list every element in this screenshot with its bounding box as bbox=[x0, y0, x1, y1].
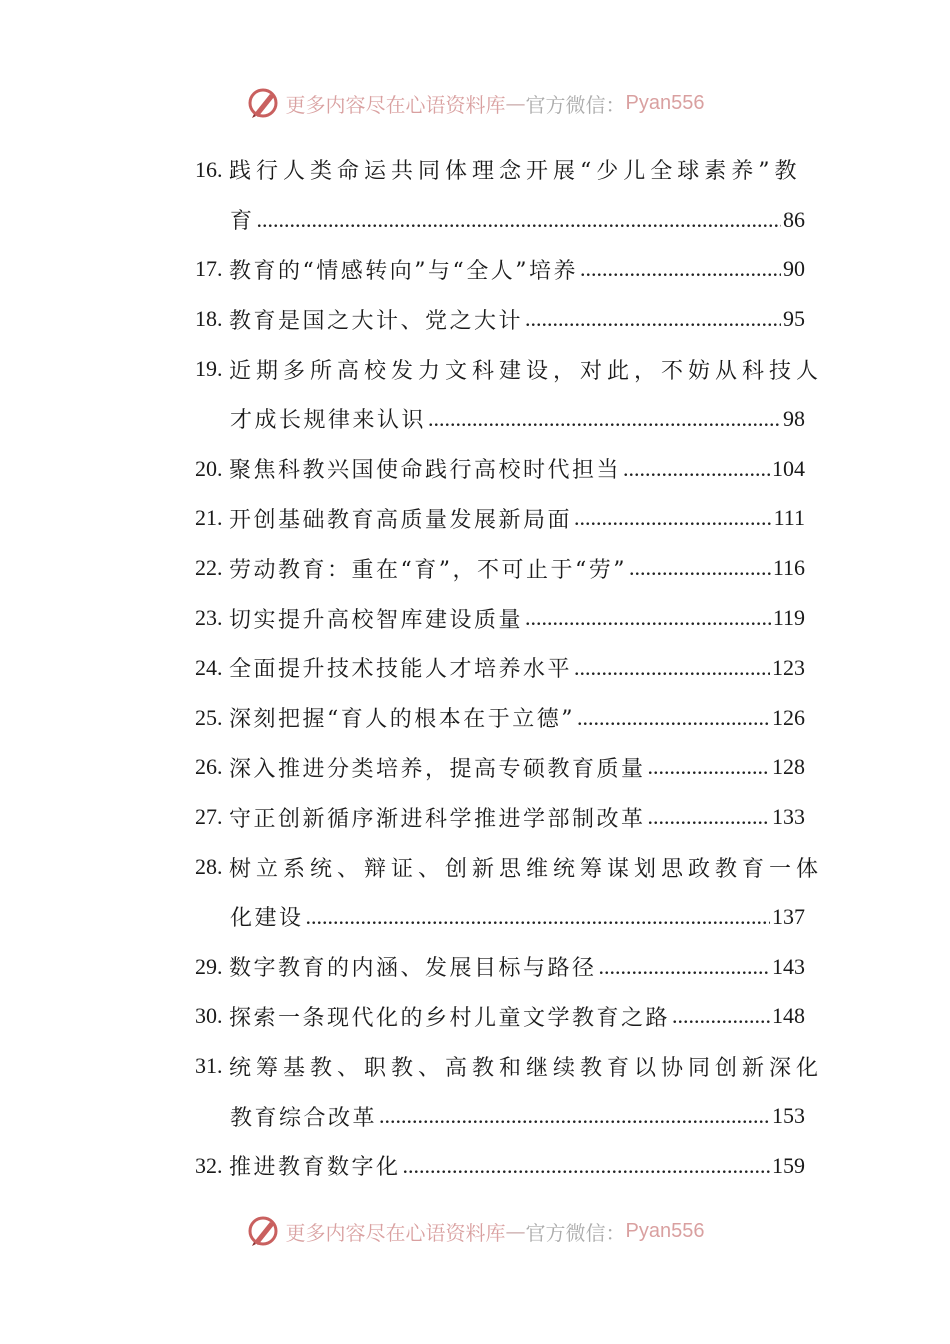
toc-dot-leader bbox=[577, 705, 770, 731]
toc-entry-title: 劳动教育：重在“育”，不可止于“劳” bbox=[229, 557, 627, 583]
toc-dot-leader bbox=[648, 754, 770, 780]
toc-page-number: 143 bbox=[772, 953, 805, 979]
toc-page-number: 95 bbox=[783, 306, 805, 332]
toc-entry-line bbox=[195, 494, 805, 544]
toc-entry-title: 近期多所高校发力文科建设，对此，不妨从科技人 bbox=[229, 358, 824, 384]
banner-wechat-id: Pyan556 bbox=[625, 91, 705, 114]
toc-dot-leader bbox=[428, 406, 781, 432]
toc-dot-leader bbox=[574, 655, 770, 681]
toc-dot-leader bbox=[623, 456, 770, 482]
toc-entry-line bbox=[195, 643, 805, 693]
toc-page-number: 128 bbox=[772, 754, 805, 780]
toc-entry-line bbox=[195, 294, 805, 344]
toc-entry-title: 化建设 bbox=[230, 906, 304, 932]
toc-entry-number: 18. bbox=[195, 306, 223, 332]
toc-entry-title: 深刻把握“育人的根本在于立德” bbox=[229, 707, 575, 733]
toc-entry-number: 19. bbox=[195, 356, 223, 382]
toc-entry-line bbox=[195, 444, 805, 494]
toc-page-number: 153 bbox=[772, 1103, 805, 1129]
toc-page-number: 116 bbox=[772, 555, 805, 581]
toc-page-number: 137 bbox=[772, 903, 805, 929]
toc-entry-line bbox=[195, 942, 805, 992]
toc-entry-title: 教育综合改革 bbox=[230, 1105, 378, 1131]
toc-entry-number: 17. bbox=[195, 256, 223, 282]
toc-entry-title: 树立系统、辩证、创新思维统筹谋划思政教育一体 bbox=[229, 856, 824, 882]
toc-entry-title: 开创基础教育高质量发展新局面 bbox=[229, 507, 573, 533]
toc-entry-line bbox=[195, 543, 805, 593]
toc-dot-leader bbox=[525, 605, 771, 631]
toc-entry-title: 教育的“情感转向”与“全人”培养 bbox=[229, 258, 578, 284]
toc-page-number: 98 bbox=[783, 405, 805, 431]
toc-entry-line bbox=[195, 892, 805, 942]
pen-logo-icon bbox=[246, 1214, 280, 1248]
toc-entry-number: 27. bbox=[195, 804, 223, 830]
toc-entry-number: 21. bbox=[195, 505, 223, 531]
toc-entry-line bbox=[195, 195, 805, 245]
toc-page-number: 133 bbox=[772, 804, 805, 830]
toc-page-number: 148 bbox=[772, 1003, 805, 1029]
toc-entry-number: 28. bbox=[195, 854, 223, 880]
toc-entry-title: 育 bbox=[230, 209, 255, 235]
toc-page-number: 111 bbox=[773, 505, 805, 531]
toc-dot-leader bbox=[306, 904, 770, 930]
toc-page-number: 86 bbox=[783, 206, 805, 232]
toc-page-number: 123 bbox=[772, 654, 805, 680]
toc-dot-leader bbox=[580, 256, 781, 282]
banner-wechat-id: Pyan556 bbox=[625, 1219, 705, 1242]
header-banner bbox=[0, 83, 950, 123]
toc-page-number: 119 bbox=[772, 605, 805, 631]
toc-entry-title: 教育是国之大计、党之大计 bbox=[229, 308, 524, 334]
toc-dot-leader bbox=[599, 954, 770, 980]
toc-page-number: 126 bbox=[772, 704, 805, 730]
toc-entry-number: 30. bbox=[195, 1003, 223, 1029]
toc-entry-line bbox=[195, 1141, 805, 1191]
toc-entry-line bbox=[195, 1091, 805, 1141]
toc-entry-number: 25. bbox=[195, 704, 223, 730]
toc-entry-number: 26. bbox=[195, 754, 223, 780]
toc-entry-title: 推进教育数字化 bbox=[229, 1155, 401, 1181]
toc-entry-number: 20. bbox=[195, 455, 223, 481]
toc-page-number: 159 bbox=[772, 1152, 805, 1178]
toc-entry-title: 聚焦科教兴国使命践行高校时代担当 bbox=[229, 458, 622, 484]
toc-page-number: 104 bbox=[772, 455, 805, 481]
toc-entry-title: 才成长规律来认识 bbox=[230, 408, 427, 434]
toc-dot-leader bbox=[403, 1153, 770, 1179]
toc-entry-title: 数字教育的内涵、发展目标与路径 bbox=[229, 956, 597, 982]
toc-dot-leader bbox=[574, 505, 772, 531]
toc-entry-title: 践行人类命运共同体理念开展“少儿全球素养”教 bbox=[229, 159, 802, 185]
toc-entry-line bbox=[195, 1041, 824, 1091]
banner-text: 更多内容尽在心语资料库 bbox=[285, 92, 506, 117]
toc-entry-number: 32. bbox=[195, 1152, 223, 1178]
toc-entry-line bbox=[195, 245, 805, 295]
toc-dot-leader bbox=[257, 207, 781, 233]
toc-entry-title: 深入推进分类培养，提高专硕教育质量 bbox=[229, 756, 646, 782]
toc-entry-line bbox=[195, 394, 805, 444]
toc-entry-title: 探索一条现代化的乡村儿童文学教育之路 bbox=[229, 1005, 671, 1031]
toc-entry-title: 全面提升技术技能人才培养水平 bbox=[229, 657, 573, 683]
toc-dot-leader bbox=[672, 1003, 770, 1029]
toc-entry-number: 22. bbox=[195, 555, 223, 581]
toc-entry-line bbox=[195, 593, 805, 643]
toc-entry-title: 切实提升高校智库建设质量 bbox=[229, 607, 524, 633]
toc-dot-leader bbox=[648, 804, 770, 830]
banner-separator: — bbox=[505, 1219, 526, 1243]
banner-text: 更多内容尽在心语资料库 bbox=[285, 1220, 506, 1245]
footer-banner bbox=[0, 1211, 950, 1251]
toc-entry-number: 23. bbox=[195, 605, 223, 631]
toc-entry-title: 守正创新循序渐进科学推进学部制改革 bbox=[229, 806, 646, 832]
banner-separator: — bbox=[505, 91, 526, 115]
toc-entry-number: 31. bbox=[195, 1053, 223, 1079]
toc-entry-number: 16. bbox=[195, 156, 223, 182]
toc-entry-line bbox=[195, 992, 805, 1042]
toc-dot-leader bbox=[379, 1103, 770, 1129]
toc-entry-number: 24. bbox=[195, 654, 223, 680]
toc-dot-leader bbox=[525, 306, 781, 332]
banner-wechat-label: 官方微信： bbox=[525, 92, 626, 117]
toc-entry-line bbox=[195, 145, 805, 195]
pen-logo-icon bbox=[246, 86, 280, 120]
toc-entry-title: 统筹基教、职教、高教和继续教育以协同创新深化 bbox=[229, 1055, 824, 1081]
toc-entry-line bbox=[195, 743, 805, 793]
toc-entry-line bbox=[195, 693, 805, 743]
toc-page-number: 90 bbox=[783, 256, 805, 282]
toc-dot-leader bbox=[629, 555, 771, 581]
toc-entry-line bbox=[195, 842, 824, 892]
table-of-contents bbox=[195, 145, 824, 1191]
toc-entry-line bbox=[195, 344, 824, 394]
banner-wechat-label: 官方微信： bbox=[525, 1220, 626, 1245]
toc-entry-line bbox=[195, 792, 805, 842]
toc-entry-number: 29. bbox=[195, 953, 223, 979]
